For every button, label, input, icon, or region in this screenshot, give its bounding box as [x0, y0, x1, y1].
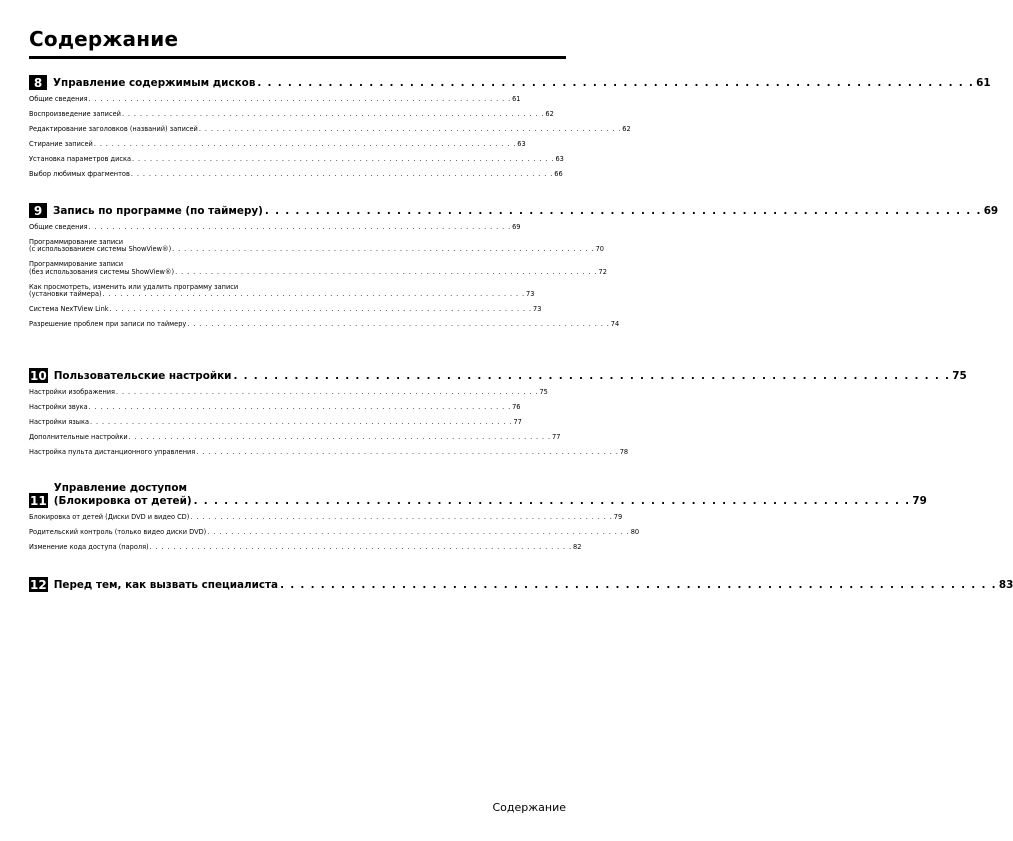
section-entries [29, 95, 631, 178]
section-page-number: 61 [976, 77, 991, 89]
entry-title: (установки таймера) [29, 290, 102, 299]
dot-leader [190, 514, 612, 521]
dot-leader [89, 96, 511, 103]
section-page-number: 79 [912, 495, 927, 507]
toc-entry[interactable] [29, 260, 607, 276]
entry-page-number: 75 [539, 388, 548, 396]
dot-leader [265, 205, 982, 218]
section-title: (Блокировка от детей) [53, 495, 192, 507]
toc-entry[interactable] [29, 238, 604, 254]
toc-entry[interactable] [29, 433, 561, 441]
section-heading[interactable] [29, 75, 991, 90]
entry-title: Редактирование заголовков (названий) записей [29, 125, 198, 133]
dot-leader [257, 77, 974, 90]
toc-entry[interactable] [29, 543, 582, 551]
entry-page-number: 80 [630, 528, 640, 536]
dot-leader [116, 389, 538, 396]
entry-title: Настройки звука [29, 403, 88, 411]
section-title: Запись по программе (по таймеру) [53, 205, 263, 217]
entry-page-number: 73 [533, 305, 542, 314]
entry-title: Изменение кода доступа (пароля) [29, 543, 149, 551]
entry-title: Программирование записи [29, 260, 124, 269]
title-divider [29, 56, 566, 59]
entry-page-number: 70 [595, 245, 604, 254]
toc-entry[interactable] [29, 110, 554, 118]
toc-entry[interactable] [29, 320, 620, 329]
toc-entry[interactable] [29, 448, 629, 456]
entry-title: Выбор любимых фрагментов [29, 170, 130, 178]
toc-section-8 [29, 75, 991, 186]
toc-section-12 [29, 577, 1013, 592]
dot-leader [199, 126, 621, 133]
dot-leader [280, 579, 997, 592]
toc-entry[interactable] [29, 528, 640, 536]
entry-title: Система NexTView Link [29, 305, 109, 314]
entry-title: Настройки языка [29, 418, 90, 426]
dot-leader [196, 449, 618, 456]
entry-title: Настройка пульта дистанционного управления [29, 448, 196, 456]
entry-page-number: 63 [517, 140, 526, 148]
dot-leader [132, 156, 554, 163]
section-heading[interactable] [29, 203, 999, 218]
entry-title: (с использованием системы ShowView®) [29, 245, 172, 254]
dot-leader [110, 306, 532, 313]
entry-page-number: 82 [573, 543, 582, 551]
entry-page-number: 77 [552, 433, 561, 441]
dot-leader [89, 224, 511, 231]
toc-entry[interactable] [29, 155, 564, 163]
entry-page-number: 62 [622, 125, 631, 133]
entry-title: Настройки изображения [29, 388, 116, 396]
toc-entry[interactable] [29, 282, 535, 299]
dot-leader [207, 529, 629, 536]
dot-leader [103, 291, 525, 298]
toc-entry[interactable] [29, 388, 548, 396]
entry-page-number: 62 [545, 110, 554, 118]
entry-title: Общие сведения [29, 223, 88, 231]
entry-title: Общие сведения [29, 95, 88, 103]
dot-leader [150, 544, 572, 551]
toc-section-9 [29, 203, 999, 336]
footer-label: Содержание [492, 801, 566, 814]
dot-leader [131, 171, 553, 178]
entry-page-number: 79 [613, 513, 623, 521]
entry-title: Разрешение проблем при записи по таймеру [29, 320, 187, 329]
chapter-number-badge: 8 [29, 75, 47, 90]
entry-title: Программирование записи [29, 238, 124, 246]
toc-section-11 [29, 482, 927, 559]
dot-leader [90, 419, 512, 426]
entry-page-number: 77 [513, 418, 522, 426]
toc-entry[interactable] [29, 305, 542, 314]
entry-title: Установка параметров диска [29, 155, 132, 163]
toc-entry[interactable] [29, 223, 521, 231]
dot-leader [175, 269, 597, 276]
entry-page-number: 63 [555, 155, 564, 163]
dot-leader [194, 495, 911, 508]
section-heading[interactable] [29, 482, 927, 508]
entry-title: Воспроизведение записей [29, 110, 121, 118]
toc-entry[interactable] [29, 418, 522, 426]
dot-leader [172, 246, 594, 253]
section-page-number: 69 [983, 205, 999, 217]
entry-page-number: 61 [512, 95, 521, 103]
section-page-number: 75 [952, 370, 967, 382]
section-title: Управление содержимым дисков [53, 77, 256, 89]
toc-entry[interactable] [29, 513, 623, 521]
dot-leader [129, 434, 551, 441]
section-heading[interactable] [29, 577, 1013, 592]
chapter-number-badge: 12 [30, 577, 47, 592]
page-title: Содержание [29, 27, 179, 51]
entry-page-number: 69 [512, 223, 521, 231]
dot-leader [89, 404, 511, 411]
section-entries [29, 388, 629, 456]
entry-title: Дополнительные настройки [29, 433, 128, 441]
dot-leader [122, 111, 544, 118]
section-page-number: 83 [998, 579, 1013, 591]
dot-leader [233, 370, 950, 383]
toc-entry[interactable] [29, 140, 526, 148]
chapter-number-badge: 10 [30, 368, 47, 383]
toc-section-10 [29, 368, 967, 464]
toc-entry[interactable] [29, 125, 631, 133]
toc-entry[interactable] [29, 95, 521, 103]
entry-page-number: 73 [526, 290, 535, 299]
entry-title: Блокировка от детей (Диски DVD и видео CD) [29, 513, 190, 521]
section-title: Пользовательские настройки [53, 370, 232, 382]
entry-page-number: 72 [598, 267, 607, 276]
section-title: Управление доступом [53, 482, 187, 494]
entry-page-number: 78 [619, 448, 629, 456]
section-entries [29, 513, 640, 551]
entry-title: Родительский контроль (только видео диски DVD) [29, 528, 207, 536]
entry-title: Как просмотреть, изменить или удалить программу записи [29, 282, 239, 291]
section-entries [29, 223, 620, 329]
dot-leader [187, 321, 609, 328]
chapter-number-badge: 9 [29, 203, 47, 218]
entry-title: (без использования системы ShowView®) [29, 267, 175, 276]
entry-page-number: 76 [512, 403, 521, 411]
chapter-number-badge: 11 [30, 493, 47, 508]
dot-leader [94, 141, 516, 148]
entry-page-number: 66 [554, 170, 563, 178]
section-heading[interactable] [29, 368, 967, 383]
toc-entry[interactable] [29, 403, 521, 411]
toc-entry[interactable] [29, 170, 563, 178]
entry-title: Стирание записей [29, 140, 93, 148]
entry-page-number: 74 [610, 320, 620, 329]
section-title: Перед тем, как вызвать специалиста [53, 579, 279, 591]
